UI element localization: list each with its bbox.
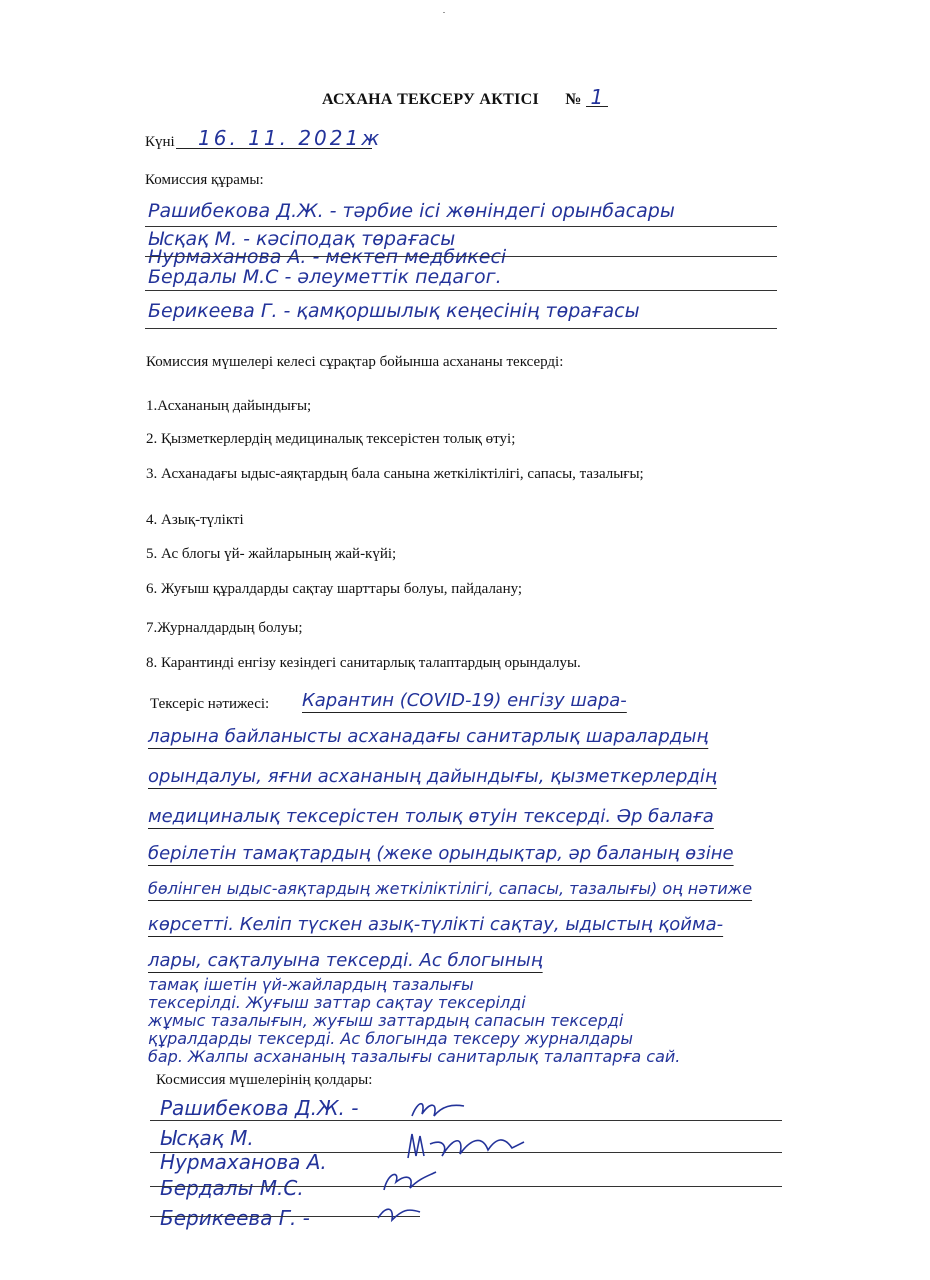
result-line: көрсетті. Келіп түскен азық-түлікті сақтау, ыдыстың қойма- [148,914,724,935]
result-line: бар. Жалпы асхананың тазалығы санитарлық талаптарға сай. [148,1047,681,1066]
signature-name: Рашибекова Д.Ж. - [160,1096,359,1120]
commission-label: Комиссия құрамы: [145,172,264,188]
commission-member: Берикеева Г. - қамқоршылық кеңесінің төрағасы [148,300,640,322]
question-item: 5. Ас блогы үй- жайларының жай-күйі; [146,546,397,562]
signature-line [150,1186,782,1187]
result-line: құралдарды тексерді. Ас блогында тексеру журналдары [148,1029,633,1048]
result-line: берілетін тамақтардың (жеке орындықтар, әр баланың өзіне [148,843,734,864]
signature-name: Берикеева Г. - [160,1206,310,1230]
commission-member: Рашибекова Д.Ж. - тәрбие ісі жөніндегі орынбасары [148,200,675,222]
result-line: бөлінген ыдыс-аяқтардың жеткіліктілігі, сапасы, тазалығы) оң нәтиже [148,879,753,898]
signature-scribble [380,1166,440,1196]
result-line: жұмыс тазалығын, жуғыш заттардың сапасын тексерді [148,1011,624,1030]
result-line: орындалуы, яғни асхананың дайындығы, қызметкерлердің [148,766,717,787]
signature-name: Ысқақ М. [160,1126,254,1150]
title-text: АСХАНА ТЕКСЕРУ АКТІСІ [321,91,540,108]
result-line: лары, сақталуына тексерді. Ас блогының [148,950,543,971]
act-number [565,85,608,109]
commission-member: Ысқақ М. - кәсіподақ төрағасы [148,228,456,250]
question-item: 3. Асханадағы ыдыс-аяқтардың бала санына жеткіліктілігі, сапасы, тазалығы; [146,466,644,482]
signature-name: Нурмаханова А. [160,1150,327,1174]
question-item: 6. Жуғыш құралдарды сақтау шарттары болуы, пайдалану; [146,581,523,597]
scan-speck [443,12,445,13]
result-line: тамақ ішетін үй-жайлардың тазалығы [148,975,474,994]
result-line: Карантин (COVID-19) енгізу шара- [302,690,627,711]
signature-scribble [408,1096,468,1122]
number-value: 1 [586,88,608,107]
result-line: медициналық тексерістен толық өтуін тексерді. Әр балаға [148,806,714,827]
date-label: Күні [145,134,175,150]
commission-member: Нурмаханова А. - мектеп медбикесі [148,246,507,268]
commission-member: Бердалы М.С - әлеуметтік педагог. [148,266,502,288]
result-label: Тексеріс нәтижесі: [150,696,270,712]
date-value: 16. 11. 2021ж [198,126,383,150]
document-title [0,85,930,109]
checked-intro: Комиссия мүшелері келесі сұрақтар бойынша асхананы тексерді: [146,354,564,370]
signatures-label: Космиссия мүшелерінің қолдары: [156,1072,373,1088]
commission-rule [145,226,777,227]
commission-rule [145,290,777,291]
number-label: № [565,91,582,108]
signature-scribble [374,1198,424,1226]
question-item: 7.Журналдардың болуы; [146,620,303,636]
result-line: тексерілді. Жуғыш заттар сақтау тексерілді [148,993,526,1012]
commission-rule [145,256,777,257]
signature-name: Бердалы М.С. [160,1176,304,1200]
question-item: 4. Азық-түлікті [146,512,244,528]
question-item: 1.Асхананың дайындығы; [146,398,312,414]
result-line: ларына байланысты асханадағы санитарлық шаралардың [148,726,709,747]
question-item: 8. Карантинді енгізу кезіндегі санитарлық талаптардың орындалуы. [146,655,581,671]
question-item: 2. Қызметкерлердің медициналық тексерістен толық өтуі; [146,431,516,447]
signature-scribble [404,1130,530,1164]
commission-rule [145,328,777,329]
